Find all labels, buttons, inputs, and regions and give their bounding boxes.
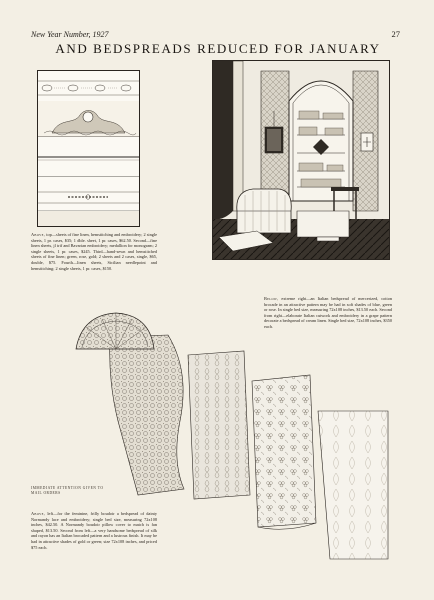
caption-lead: Above,	[31, 232, 46, 237]
sheets-illustration	[37, 70, 140, 227]
alcove-drawing	[213, 61, 389, 259]
issue-label: New Year Number, 1927	[31, 30, 109, 39]
bedroom-alcove-illustration	[212, 60, 390, 260]
mail-orders-notice: IMMEDIATE ATTENTION GIVEN TO MAIL ORDERS	[31, 486, 104, 495]
page-headline: AND BEDSPREADS REDUCED FOR JANUARY	[55, 41, 381, 56]
caption-lead: Above,	[31, 511, 46, 516]
caption-lead: Below,	[264, 296, 279, 301]
sheets-caption	[31, 232, 157, 271]
caption-body: top—sheets of fine linen, hemstitching and embroidery; 2 single sheets, 1 pr. cases, $35; 1 dble. sheet, 1 pr. cases, $62.50. Second—fine linen sheets, jl trif and Bavarian embroidery; medallion for monogram; 2 single sheets, 1 pr. cases, $245. Third—hand-sewn and hemstitched sheets of fine linen; green, rose, gold; 2 sheets and 2 cases, single, $65, double, $75. Fourth—linen sheets, Sicilian needlepoint and hemstitching; 2 single sheets, 1 pr. cases, $150.	[31, 232, 157, 271]
caption-body: left—for the feminine, frilly boudoir a bedspread of dainty Normandy lace and embroidery; single bed size, measuring 72x108 inches, $42.50. A Normandy boudoir pillow cover to match is fan shaped, $13.50. Second from left—a very handsome bedspread of silk and rayon has an Italian brocaded pattern and a lustrous finish. It may be had in attractive shades of gold or green; size 72x108 inches, and priced $75 each.	[31, 511, 158, 550]
bedspreads-left-caption	[31, 511, 157, 550]
caption-body: extreme right—an Italian bedspread of mercerized, cotton brocade in an attractive pattern may be had in soft shades of blue, green or rose. In single bed size, measuring 72x108 inches, $13.50 each. Second from right—elaborate Italian cutwork and embroidery in a grape pattern decorate a bedspread of cream linen. Single bed size, 72x108 inches, $350 each.	[264, 296, 392, 329]
sheets-drawing	[38, 71, 139, 226]
page-number: 27	[391, 29, 400, 39]
